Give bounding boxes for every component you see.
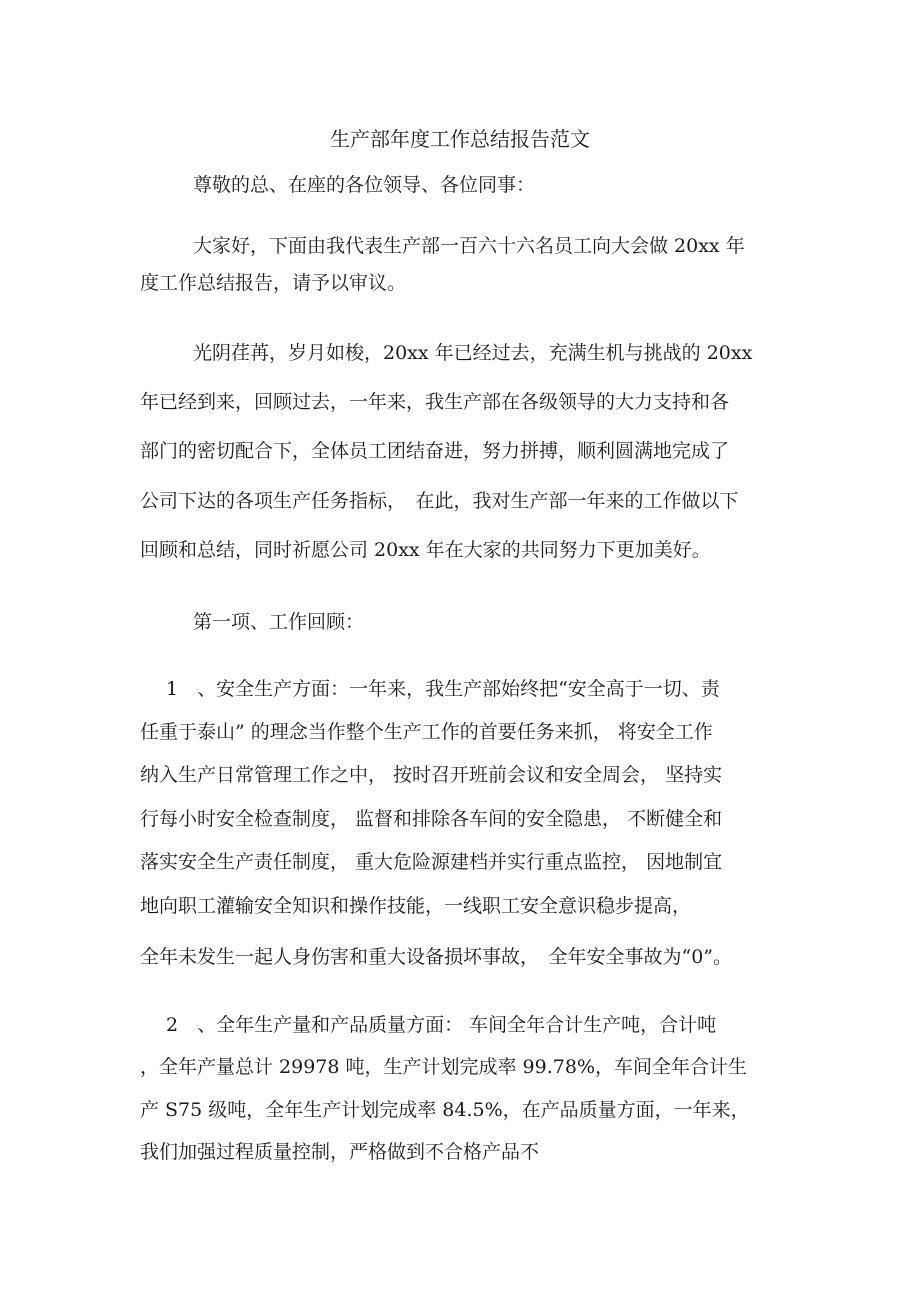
paragraph-line: 产 S75 级吨，全年生产计划完成率 84.5%，在产品质量方面，一年来， <box>140 1099 750 1121</box>
paragraph-line: 部门的密切配合下，全体员工团结奋进，努力拼搏，顺利圆满地完成了 <box>140 440 730 462</box>
paragraph-line: 大家好，下面由我代表生产部一百六十六名员工向大会做 20xx 年 <box>193 235 745 257</box>
paragraph-line: 任重于泰山” 的理念当作整个生产工作的首要任务来抓， 将安全工作 <box>140 721 713 743</box>
section-heading: 第一项、工作回顾： <box>193 611 365 633</box>
paragraph-line: 落实安全生产责任制度， 重大危险源建档并实行重点监控， 因地制宜 <box>140 851 723 873</box>
paragraph-line: 度工作总结报告，请予以审议。 <box>140 272 407 294</box>
paragraph-line: 我们加强过程质量控制，严格做到不合格产品不 <box>140 1141 540 1163</box>
paragraph-line: 2 、全年生产量和产品质量方面： 车间全年合计生产吨，合计吨 <box>166 1014 717 1036</box>
paragraph-line: ，全年产量总计 29978 吨，生产计划完成率 99.78%，车间全年合计生 <box>140 1056 748 1078</box>
paragraph-line: 光阴荏苒，岁月如梭，20xx 年已经过去，充满生机与挑战的 20xx <box>193 342 753 364</box>
paragraph-line: 1 、安全生产方面：一年来，我生产部始终把“安全高于一切、责 <box>166 678 720 700</box>
paragraph-line: 公司下达的各项生产任务指标， 在此，我对生产部一年来的工作做以下 <box>140 490 739 512</box>
paragraph-line: 全年未发生一起人身伤害和重大设备损坏事故， 全年安全事故为“0”。 <box>140 946 733 968</box>
paragraph-line: 行每小时安全检查制度， 监督和排除各车间的安全隐患， 不断健全和 <box>140 808 723 830</box>
salutation: 尊敬的总、在座的各位领导、各位同事： <box>193 174 536 196</box>
document-title: 生产部年度工作总结报告范文 <box>330 127 590 151</box>
paragraph-line: 地向职工灌输安全知识和操作技能，一线职工安全意识稳步提高， <box>140 895 692 917</box>
paragraph-line: 回顾和总结，同时祈愿公司 20xx 年在大家的共同努力下更加美好。 <box>140 539 711 561</box>
paragraph-line: 纳入生产日常管理工作之中， 按时召开班前会议和安全周会， 坚持实 <box>140 764 723 786</box>
paragraph-line: 年已经到来，回顾过去，一年来，我生产部在各级领导的大力支持和各 <box>140 391 730 413</box>
